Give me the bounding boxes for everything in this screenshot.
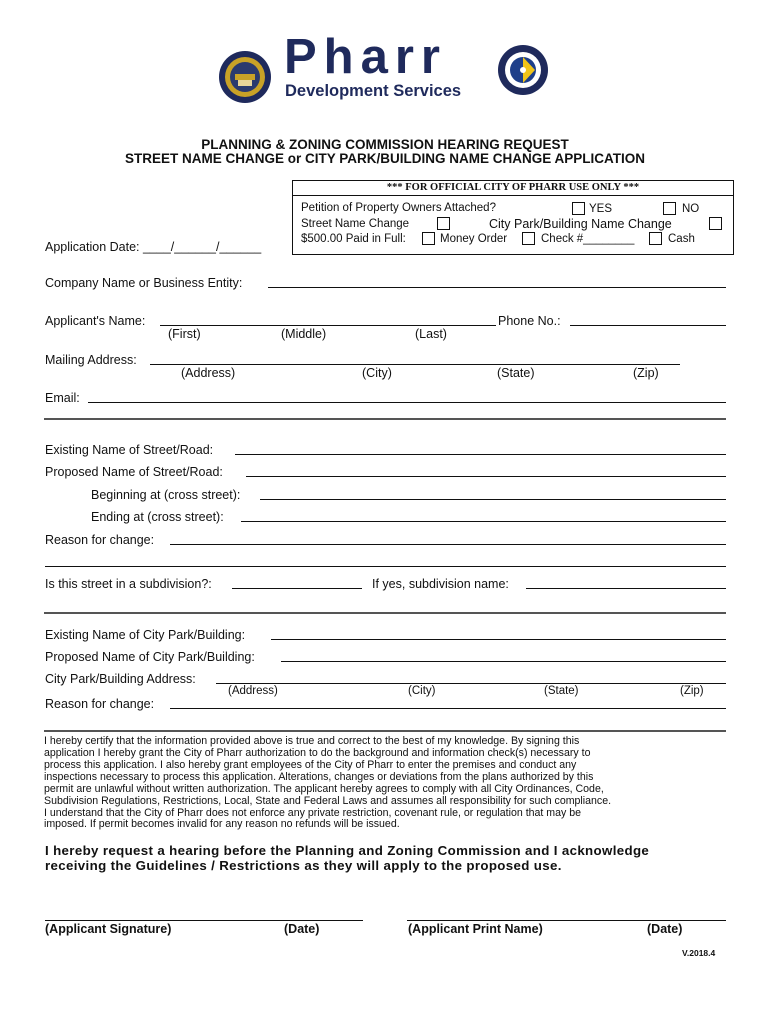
proposed-park-label: Proposed Name of City Park/Building: <box>45 650 255 664</box>
mailing-address-label: Mailing Address: <box>45 353 137 367</box>
section-divider <box>44 612 726 614</box>
mailing-city-caption: (City) <box>362 366 392 380</box>
park-building-change-checkbox[interactable] <box>709 217 722 230</box>
application-date-field[interactable]: Application Date: ____/______/______ <box>45 240 262 254</box>
form-subtitle: STREET NAME CHANGE or CITY PARK/BUILDING NAME CHANGE APPLICATION <box>124 151 645 166</box>
street-name-change-checkbox[interactable] <box>437 217 450 230</box>
email-field[interactable] <box>88 402 726 403</box>
certification-line: I hereby certify that the information provided above is true and correct to the best of my knowledge. By signing this <box>44 735 580 747</box>
phone-field[interactable] <box>570 325 726 326</box>
existing-park-field[interactable] <box>271 639 726 640</box>
certification-line: Subdivision Regulations, Restrictions, Local, State and Federal Laws and assumes all responsibility for such compliance. <box>44 795 612 807</box>
petition-yes-checkbox[interactable] <box>572 202 585 215</box>
proposed-park-field[interactable] <box>281 661 726 662</box>
petition-no-label: NO <box>682 203 700 215</box>
ending-cross-street-field[interactable] <box>241 521 726 522</box>
email-label: Email: <box>45 391 80 405</box>
park-address-caption: (Address) <box>228 685 278 697</box>
park-address-label: City Park/Building Address: <box>45 672 196 686</box>
park-zip-caption: (Zip) <box>680 685 704 697</box>
existing-park-label: Existing Name of City Park/Building: <box>45 628 246 642</box>
mailing-address-caption: (Address) <box>181 366 236 380</box>
pharr-pride-badge-icon <box>497 44 549 96</box>
certification-line: permit are unlawful without written authorization. The applicant hereby agrees to comply with all City Ordinances, Code, <box>44 783 604 795</box>
form-title: PLANNING & ZONING COMMISSION HEARING REQUEST <box>201 137 569 152</box>
existing-street-label: Existing Name of Street/Road: <box>45 443 214 457</box>
phone-label: Phone No.: <box>498 314 561 328</box>
mailing-state-caption: (State) <box>497 366 535 380</box>
section-divider <box>44 730 726 732</box>
form-version: V.2018.4 <box>682 948 716 958</box>
applicant-name-label: Applicant's Name: <box>45 314 146 328</box>
beginning-cross-street-label: Beginning at (cross street): <box>91 488 241 502</box>
check-checkbox[interactable] <box>522 232 535 245</box>
certification-line: process this application. I also hereby grant employees of the City of Pharr to enter the premises and conduct any <box>44 759 577 771</box>
applicant-print-name-field[interactable] <box>407 920 726 921</box>
money-order-checkbox[interactable] <box>422 232 435 245</box>
money-order-label: Money Order <box>440 233 508 245</box>
certification-line: imposed. If permit becomes invalid for any reason no refunds will be issued. <box>44 818 400 830</box>
print-name-caption: (Applicant Print Name) <box>408 922 543 936</box>
park-address-field[interactable] <box>216 683 726 684</box>
beginning-cross-street-field[interactable] <box>260 499 726 500</box>
petition-no-checkbox[interactable] <box>663 202 676 215</box>
first-name-caption: (First) <box>168 327 201 341</box>
park-city-caption: (City) <box>408 685 436 697</box>
cash-checkbox[interactable] <box>649 232 662 245</box>
last-name-caption: (Last) <box>415 327 447 341</box>
applicant-signature-caption: (Applicant Signature) <box>45 922 172 936</box>
certification-line: I understand that the City of Pharr does not enforce any private restriction, covenant rule, or regulation that may be <box>44 807 582 819</box>
hearing-request-line1: I hereby request a hearing before the Planning and Zoning Commission and I acknowledge <box>45 843 650 858</box>
paid-in-full-label: $500.00 Paid in Full: <box>301 233 406 245</box>
company-name-label: Company Name or Business Entity: <box>45 276 243 290</box>
park-reason-field[interactable] <box>170 708 726 709</box>
existing-street-field[interactable] <box>235 454 726 455</box>
proposed-street-label: Proposed Name of Street/Road: <box>45 465 223 479</box>
mailing-zip-caption: (Zip) <box>633 366 659 380</box>
proposed-street-field[interactable] <box>246 476 726 477</box>
subdivision-answer-field[interactable] <box>232 588 362 589</box>
petition-yes-label: YES <box>589 203 613 215</box>
petition-label: Petition of Property Owners Attached? <box>301 202 496 214</box>
park-building-change-label: City Park/Building Name Change <box>489 217 672 231</box>
logo-subtitle: Development Services <box>285 82 462 100</box>
applicant-name-field[interactable] <box>160 325 496 326</box>
city-seal-icon <box>218 50 272 104</box>
check-number-label: Check #________ <box>541 233 635 245</box>
mailing-address-field[interactable] <box>150 364 680 365</box>
street-name-change-label: Street Name Change <box>301 218 410 230</box>
subdivision-question-label: Is this street in a subdivision?: <box>45 577 212 591</box>
park-reason-label: Reason for change: <box>45 697 155 711</box>
company-name-field[interactable] <box>268 287 726 288</box>
signature-date-caption: (Date) <box>284 922 320 936</box>
park-state-caption: (State) <box>544 685 579 697</box>
logo-wordmark: Pharr <box>284 30 448 84</box>
street-reason-label: Reason for change: <box>45 533 155 547</box>
subdivision-name-field[interactable] <box>526 588 726 589</box>
street-reason-field-line2[interactable] <box>45 566 726 567</box>
cash-label: Cash <box>668 233 695 245</box>
official-use-box <box>292 180 734 255</box>
print-name-date-caption: (Date) <box>647 922 683 936</box>
ending-cross-street-label: Ending at (cross street): <box>91 510 224 524</box>
official-use-heading: *** FOR OFFICIAL CITY OF PHARR USE ONLY *** <box>293 181 733 196</box>
street-reason-field[interactable] <box>170 544 726 545</box>
applicant-signature-field[interactable] <box>45 920 363 921</box>
subdivision-name-label: If yes, subdivision name: <box>372 577 509 591</box>
certification-line: application I hereby grant the City of Pharr authorization to do the background and information check(s) necessary to <box>44 747 591 759</box>
certification-line: inspections necessary to process this application. Alterations, changes or deviations from the plans authorized by this <box>44 771 594 783</box>
middle-name-caption: (Middle) <box>281 327 327 341</box>
section-divider <box>44 418 726 420</box>
hearing-request-line2: receiving the Guidelines / Restrictions as they will apply to the proposed use. <box>45 858 562 873</box>
